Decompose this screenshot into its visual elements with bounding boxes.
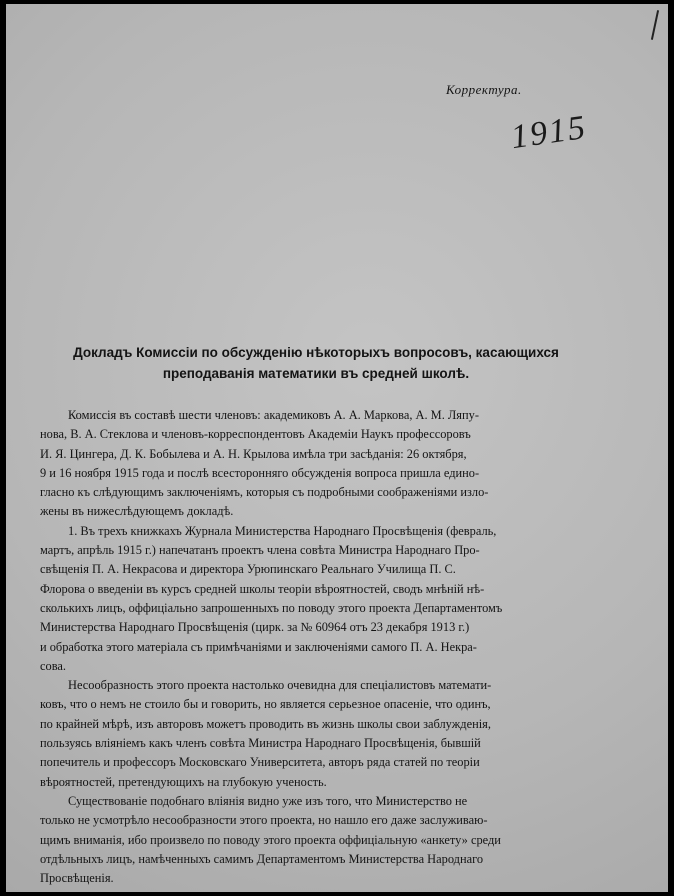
paragraph-2 — [40, 522, 594, 676]
text-line: Министерства Народнаго Просвѣщенія (цирк. за № 60964 отъ 23 декабря 1913 г.) — [40, 620, 470, 635]
text-line: по крайней мѣрѣ, изъ авторовъ можетъ проводить въ жизнь школы свои заблужденія, — [40, 716, 491, 731]
text-line: сколькихъ лицъ, оффиціально запрошенныхъ по поводу этого проекта Департаментомъ — [40, 600, 503, 615]
document-page — [6, 4, 668, 892]
text-line: попечитель и профессоръ Московскаго Университета, авторъ ряда статей по теоріи — [40, 755, 480, 770]
pen-mark — [651, 10, 659, 40]
text-line: Флорова о введеніи въ курсъ средней школы теоріи вѣроятностей, сводъ мнѣній нѣ- — [40, 581, 485, 596]
text-line: 9 и 16 ноября 1915 года и послѣ всесторонняго обсужденія вопроса пришла едино- — [40, 465, 480, 480]
text-line: отдѣльныхъ лицъ, намѣченныхъ самимъ Департаментомъ Министерства Народнаго — [40, 851, 484, 866]
proof-label: Корректура. — [446, 82, 522, 97]
text-line: вѣроятностей, претендующихъ на глубокую ученость. — [40, 774, 327, 789]
text-line: пользуясь вліяніемъ какъ членъ совѣта Министра Народнаго Просвѣщенія, бывшій — [40, 736, 481, 751]
paragraph-3 — [40, 676, 594, 792]
document-body — [40, 406, 594, 888]
text-line: нова, В. А. Стеклова и членовъ-корреспондентовъ Академіи Наукъ профессоровъ — [40, 427, 471, 442]
text-line: Комиссія въ составѣ шести членовъ: академиковъ А. А. Маркова, А. М. Ляпу- — [68, 408, 479, 422]
text-line: ковъ, что о немъ не стоило бы и говорить, но является серьезное опасеніе, что одинъ, — [40, 697, 491, 712]
title-line-2: преподаванія математики въ средней школѣ. — [162, 366, 470, 381]
text-line: гласно къ слѣдующимъ заключеніямъ, которыя съ подробными соображеніями изло- — [40, 485, 489, 500]
text-line: Просвѣщенія. — [40, 871, 114, 886]
text-line: мартъ, апрѣль 1915 г.) напечатанъ проектъ члена совѣта Министра Народнаго Про- — [40, 543, 480, 558]
paragraph-1 — [40, 406, 594, 522]
text-line: 1. Въ трехъ книжкахъ Журнала Министерства Народнаго Просвѣщенія (февраль, — [68, 523, 497, 538]
handwritten-year: 1915 — [508, 108, 590, 157]
text-line: И. Я. Цингера, Д. К. Бобылева и А. Н. Крылова имѣла три засѣданія: 26 октября, — [40, 446, 467, 461]
text-line: сова. — [40, 658, 66, 673]
text-line: жены въ нижеслѣдующемъ докладѣ. — [40, 504, 234, 519]
document-title — [31, 342, 601, 384]
text-line: щимъ вниманія, ибо произвело по поводу этого проекта оффиціальную «анкету» среди — [40, 832, 501, 847]
text-line: только не усмотрѣло несообразности этого проекта, но нашло его даже заслуживаю- — [40, 813, 488, 828]
paragraph-4 — [40, 792, 594, 888]
text-line: Существованіе подобнаго вліянія видно уже изъ того, что Министерство не — [68, 793, 468, 808]
text-line: Несообразность этого проекта настолько очевидна для спеціалистовъ математи- — [68, 678, 492, 693]
title-line-1: Докладъ Комиссіи по обсужденію нѣкоторыхъ вопросовъ, касающихся — [73, 345, 559, 360]
text-line: и обработка этого матеріала съ примѣчаніями и заключеніями самого П. А. Некра- — [40, 639, 477, 654]
text-line: свѣщенія П. А. Некрасова и директора Урюпинскаго Реальнаго Училища П. С. — [40, 562, 456, 577]
